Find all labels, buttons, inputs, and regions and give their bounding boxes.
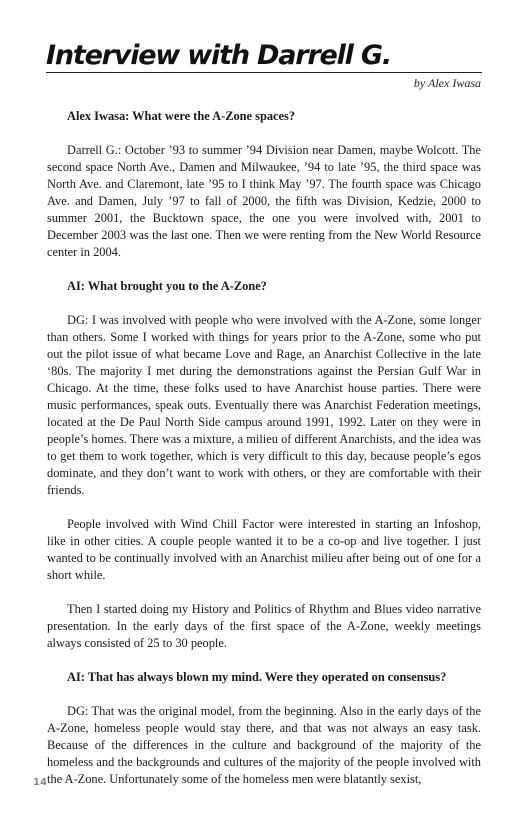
title-underline bbox=[46, 72, 482, 73]
question-paragraph: Alex Iwasa: What were the A-Zone spaces? bbox=[67, 109, 296, 123]
article-title: Interview with Darrell G. bbox=[46, 40, 391, 71]
answer-paragraph: People involved with Wind Chill Factor were interested in starting an Infoshop, like in other cities. A couple people wanted it to be a co-op and live together. I just wanted to be continually involved with an Anarchist milieu after being out of one for a short while. bbox=[47, 517, 481, 582]
question-paragraph: AI: What brought you to the A-Zone? bbox=[67, 279, 267, 293]
page-number: 14 bbox=[33, 777, 47, 788]
answer-paragraph: DG: That was the original model, from the beginning. Also in the early days of the A-Zone, homeless people would stay there, and that was not always an easy task. Because of the differences in the culture and background of the majority of the homeless and the backgrounds and cultures of the majority of the people involved with the A-Zone. Unfortunately some of the homeless men were blatantly sexist, bbox=[47, 704, 481, 786]
question-paragraph: AI: That has always blown my mind. Were they operated on consensus? bbox=[67, 670, 447, 684]
answer-paragraph: DG: I was involved with people who were involved with the A-Zone, some longer than others. Some I worked with things for years prior to the A-Zone, some who put out the pilot issue of what became Love and Rage, an Anarchist Collective in the late ‘80s. The majority I met during the demonstrations against the Persian Gulf War in Chicago. At the time, these folks used to have Anarchist house parties. There were music performances, speak outs. Eventually there was Anarchist Federation meetings, located at the De Paul North Side campus around 1991, 1992. Later on they were in people’s homes. There was a mixture, a milieu of different Anarchists, and the idea was to get them to work together, which is very difficult to this day, because people’s egos dominate, and they don’t want to work with others, or they are comfortable with their friends. bbox=[47, 313, 481, 497]
byline: by Alex Iwasa bbox=[413, 76, 481, 90]
answer-paragraph: Then I started doing my History and Politics of Rhythm and Blues video narrative presentation. In the early days of the first space of the A-Zone, weekly meetings always consisted of 25 to 30 people. bbox=[47, 602, 481, 650]
article-body bbox=[47, 108, 481, 788]
answer-paragraph: Darrell G.: October ’93 to summer ’94 Division near Damen, maybe Wolcott. The second space North Ave., Damen and Milwaukee, ’94 to late ’95, the third space was North Ave. and Claremont, late ’95 to I think May ’97. The fourth space was Chicago Ave. and Damen, July ’97 to fall of 2000, the fifth was Division, Kedzie, 2000 to summer 2001, the Bucktown space, the one you were involved with, 2001 to December 2003 was the last one. Then we were renting from the New World Resource center in 2004. bbox=[47, 143, 481, 259]
